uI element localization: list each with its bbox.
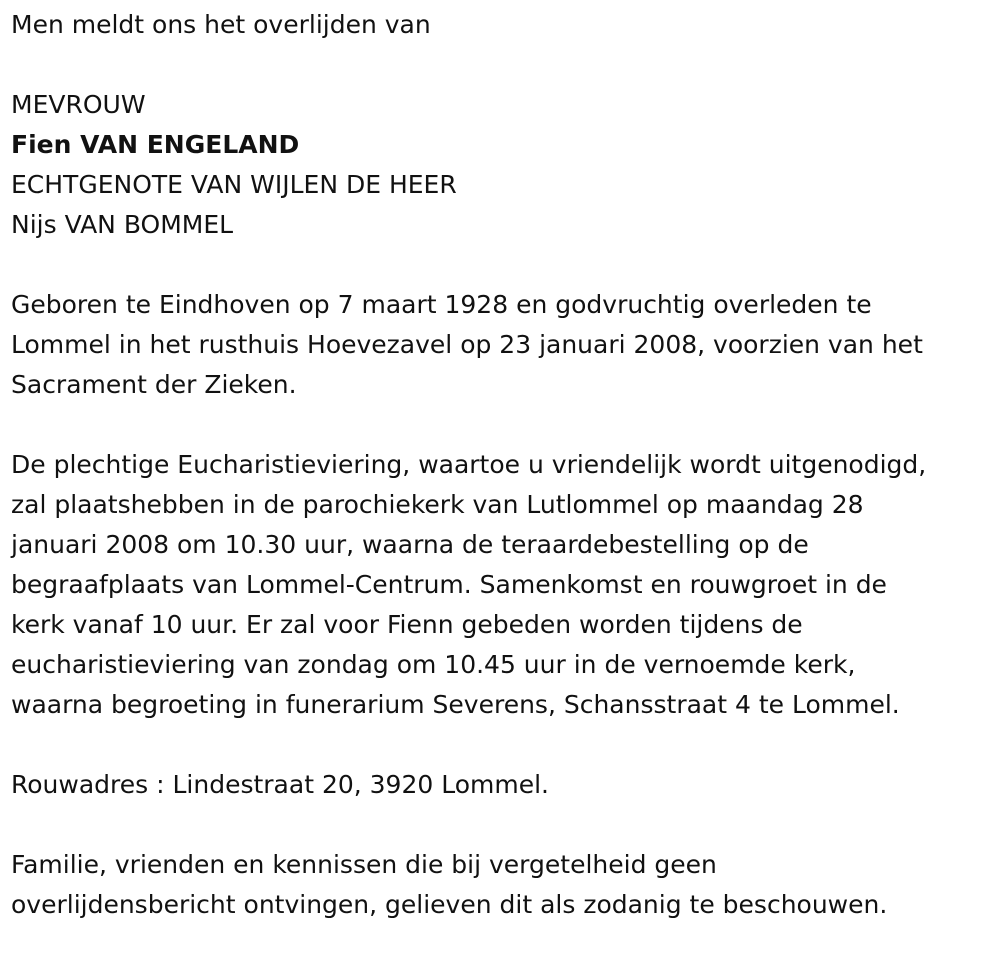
spacer: [11, 45, 990, 85]
mourning-address: Rouwadres : Lindestraat 20, 3920 Lommel.: [11, 770, 549, 799]
intro-text: Men meldt ons het overlijden van: [11, 10, 431, 39]
paragraph-line: De plechtige Eucharistieviering, waartoe u vriendelijk wordt uitgenodigd,: [11, 450, 927, 479]
spacer: [11, 405, 990, 445]
spacer: [11, 245, 990, 285]
paragraph-line: begraafplaats van Lommel-Centrum. Samenkomst en rouwgroet in de: [11, 570, 887, 599]
spacer: [11, 725, 990, 765]
spouse-name: Nijs VAN BOMMEL: [11, 210, 234, 239]
birth-death-paragraph: [11, 285, 990, 405]
paragraph-line: Geboren te Eindhoven op 7 maart 1928 en godvruchtig overleden te: [11, 290, 872, 319]
title-prefix: MEVROUW: [11, 90, 146, 119]
closing-paragraph: [11, 845, 990, 925]
paragraph-line: januari 2008 om 10.30 uur, waarna de teraardebestelling op de: [11, 530, 809, 559]
paragraph-line: waarna begroeting in funerarium Severens, Schansstraat 4 te Lommel.: [11, 690, 900, 719]
spacer: [11, 805, 990, 845]
paragraph-line: zal plaatshebben in de parochiekerk van Lutlommel op maandag 28: [11, 490, 864, 519]
spouse-label: ECHTGENOTE VAN WIJLEN DE HEER: [11, 170, 457, 199]
paragraph-line: Lommel in het rusthuis Hoevezavel op 23 januari 2008, voorzien van het: [11, 330, 923, 359]
paragraph-line: overlijdensbericht ontvingen, gelieven dit als zodanig te beschouwen.: [11, 890, 888, 919]
paragraph-line: eucharistieviering van zondag om 10.45 uur in de vernoemde kerk,: [11, 650, 856, 679]
paragraph-line: Familie, vrienden en kennissen die bij vergetelheid geen: [11, 850, 717, 879]
deceased-name: Fien VAN ENGELAND: [11, 130, 300, 159]
paragraph-line: kerk vanaf 10 uur. Er zal voor Fienn gebeden worden tijdens de: [11, 610, 803, 639]
ceremony-paragraph: [11, 445, 990, 725]
paragraph-line: Sacrament der Zieken.: [11, 370, 297, 399]
